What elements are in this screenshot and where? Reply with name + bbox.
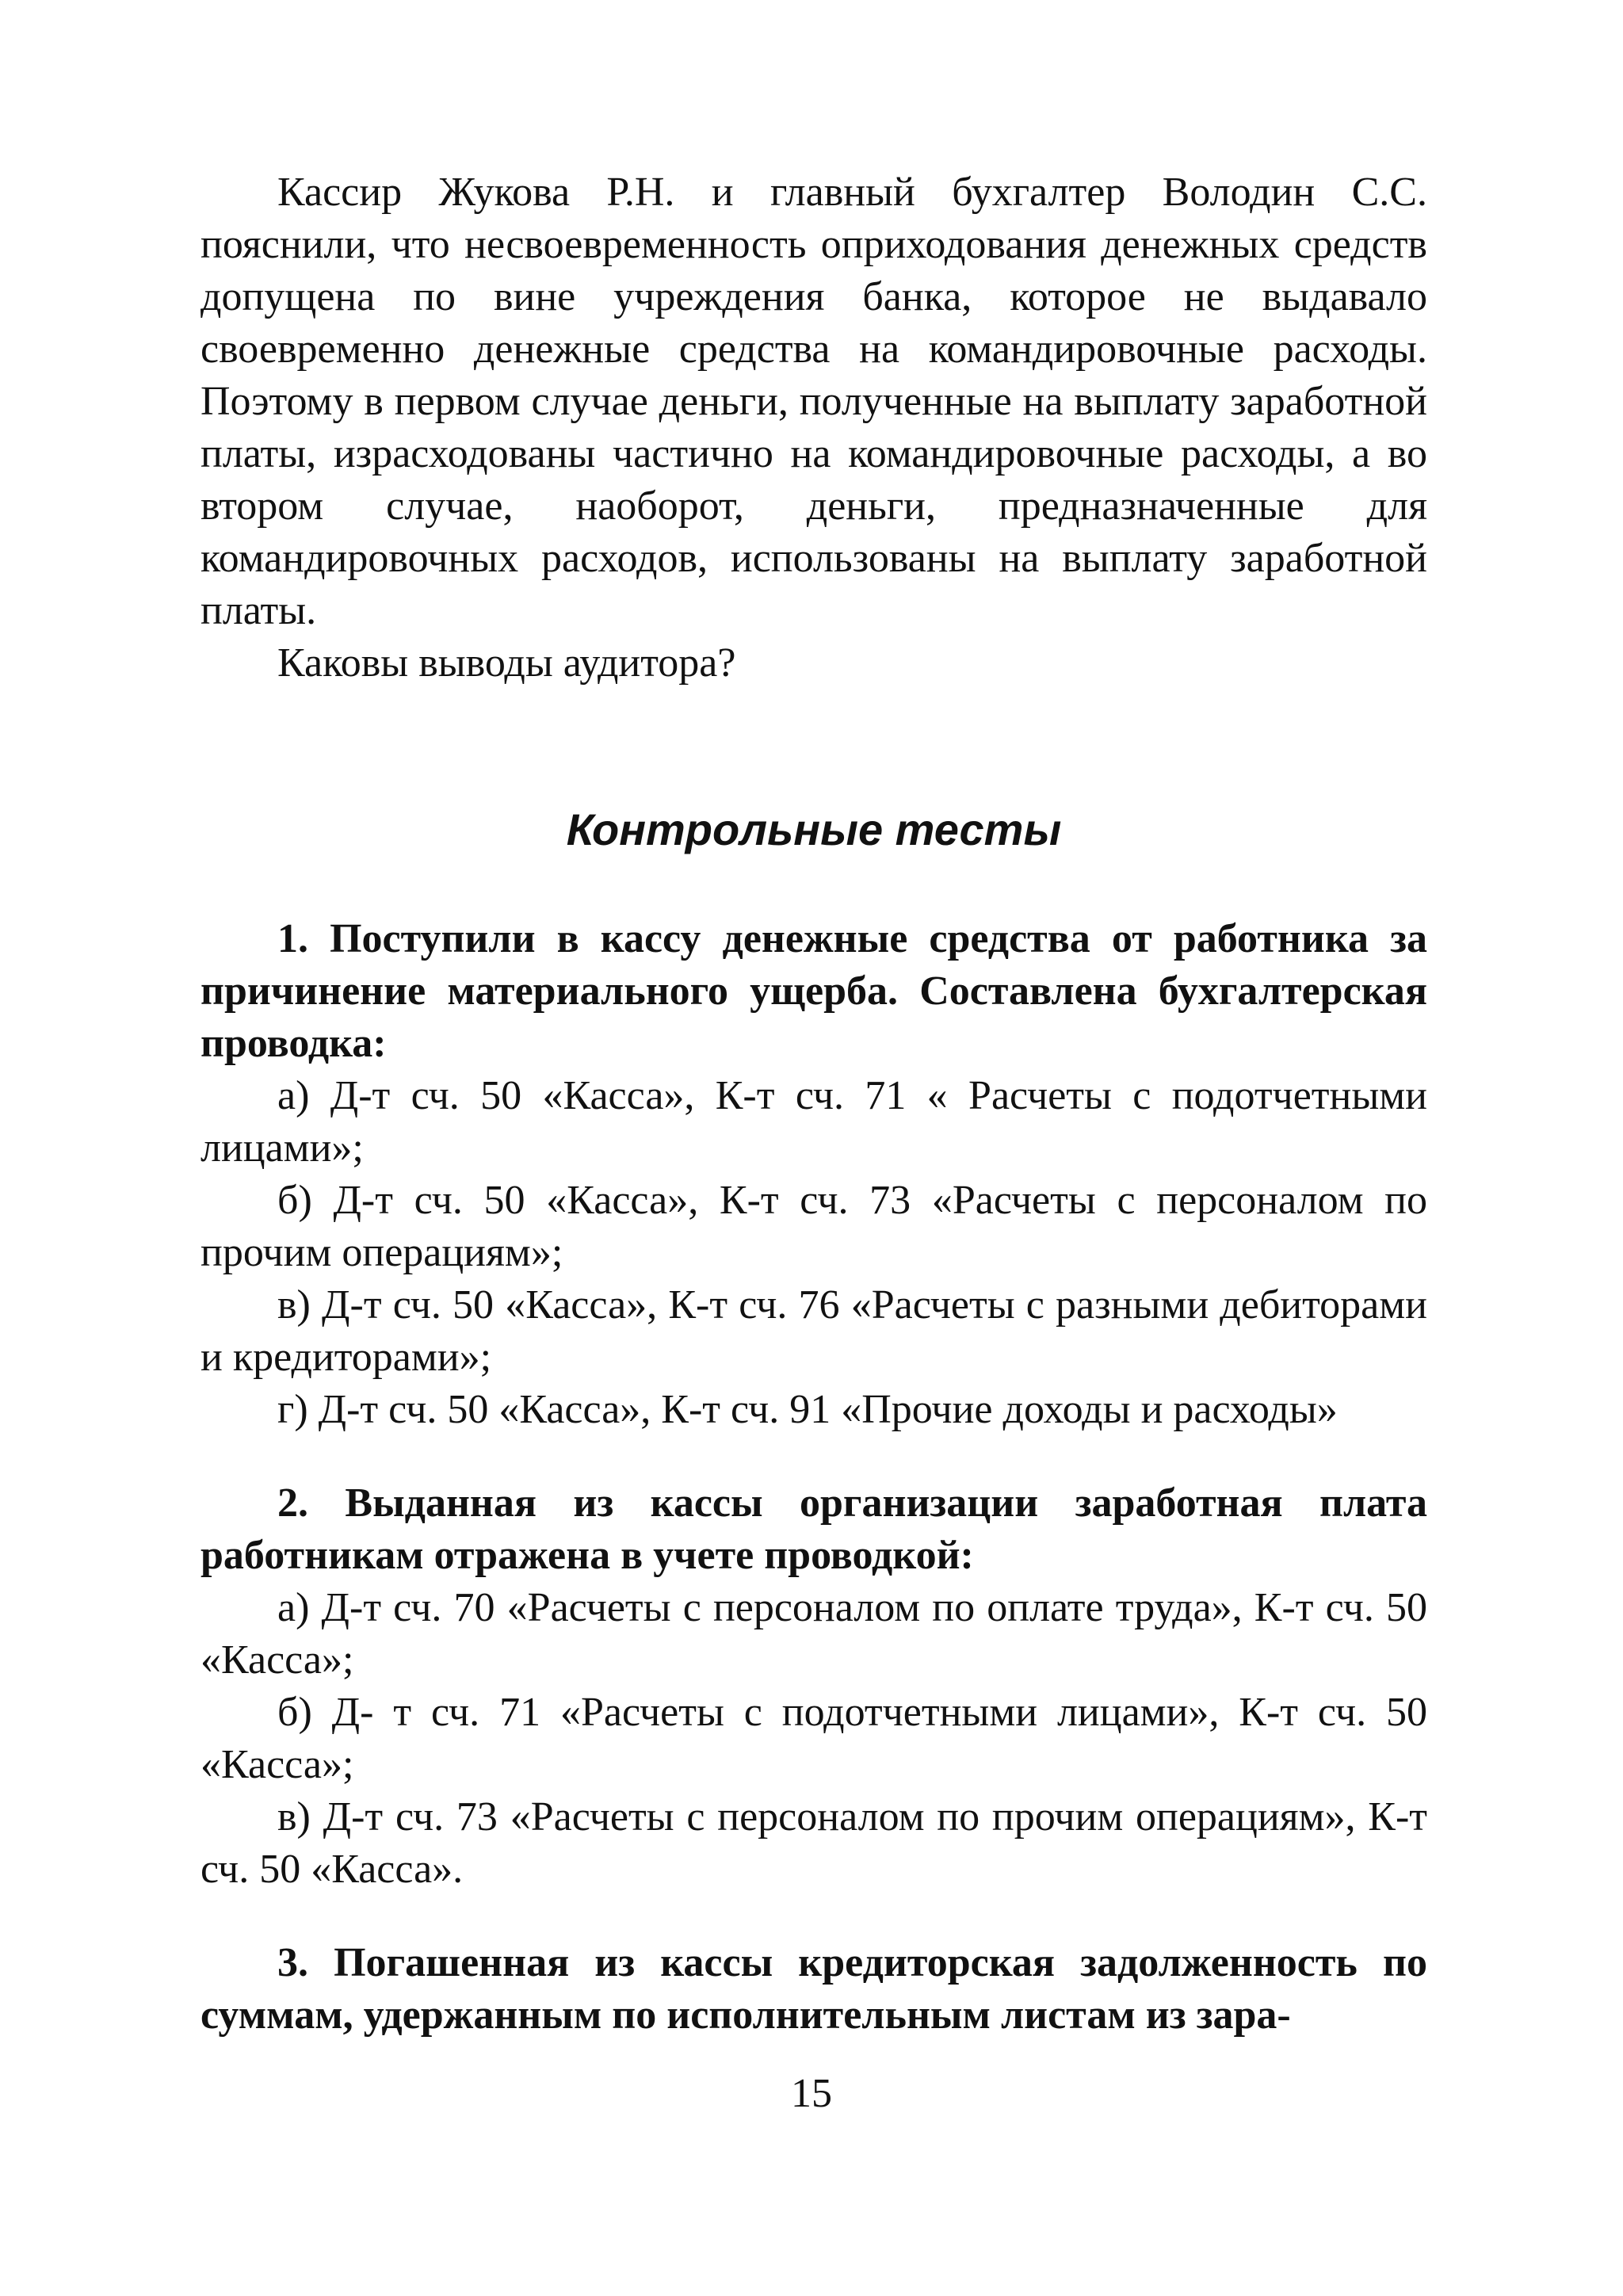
answer-option: г) Д-т сч. 50 «Касса», К-т сч. 91 «Прочие доходы и расходы» xyxy=(277,1387,1338,1432)
question-1 xyxy=(200,913,1427,1436)
answer-option: б) Д- т сч. 71 «Расчеты с подотчетными лицами», К-т сч. 50 «Касса»; xyxy=(200,1690,1427,1787)
question-text: 1. Поступили в кассу денежные средства от работника за причинение материального ущерба. Составлена бухгалтерская проводка: xyxy=(200,916,1427,1066)
question-text: 3. Погашенная из кассы кредиторская задолженность по суммам, удержанным по исполнительным листам из зара- xyxy=(200,1940,1427,2038)
question-text: 2. Выданная из кассы организации заработная плата работникам отражена в учете проводкой: xyxy=(200,1480,1427,1578)
answer-option: в) Д-т сч. 50 «Касса», К-т сч. 76 «Расчеты с разными дебиторами и кредиторами»; xyxy=(200,1282,1427,1380)
answer-option: б) Д-т сч. 50 «Касса», К-т сч. 73 «Расчеты с персоналом по прочим операциям»; xyxy=(200,1178,1427,1275)
page-content xyxy=(200,166,1427,2042)
section-title: Контрольные тесты xyxy=(566,804,1062,854)
intro-question: Каковы выводы аудитора? xyxy=(277,640,736,686)
answer-option: а) Д-т сч. 50 «Касса», К-т сч. 71 « Расчеты с подотчетными лицами»; xyxy=(200,1073,1427,1171)
answer-option: а) Д-т сч. 70 «Расчеты с персоналом по оплате труда», К-т сч. 50 «Касса»; xyxy=(200,1585,1427,1683)
page-number: 15 xyxy=(791,2071,832,2116)
question-3 xyxy=(200,1937,1427,2042)
answer-option: в) Д-т сч. 73 «Расчеты с персоналом по прочим операциям», К-т сч. 50 «Касса». xyxy=(200,1794,1427,1892)
intro-paragraph: Кассир Жукова Р.Н. и главный бухгалтер Володин С.С. пояснили, что несвоевременность оприходования денежных средств допущена по вине учреждения банка, которое не выдавало своевременно денежные средства на командировочные расходы. Поэтому в первом случае деньги, полученные на выплату заработной платы, израсходованы частично на командировочные расходы, а во втором случае, наоборот, деньги, предназначенные для командировочных расходов, использованы на выплату заработной платы. xyxy=(200,170,1427,633)
question-2 xyxy=(200,1477,1427,1896)
